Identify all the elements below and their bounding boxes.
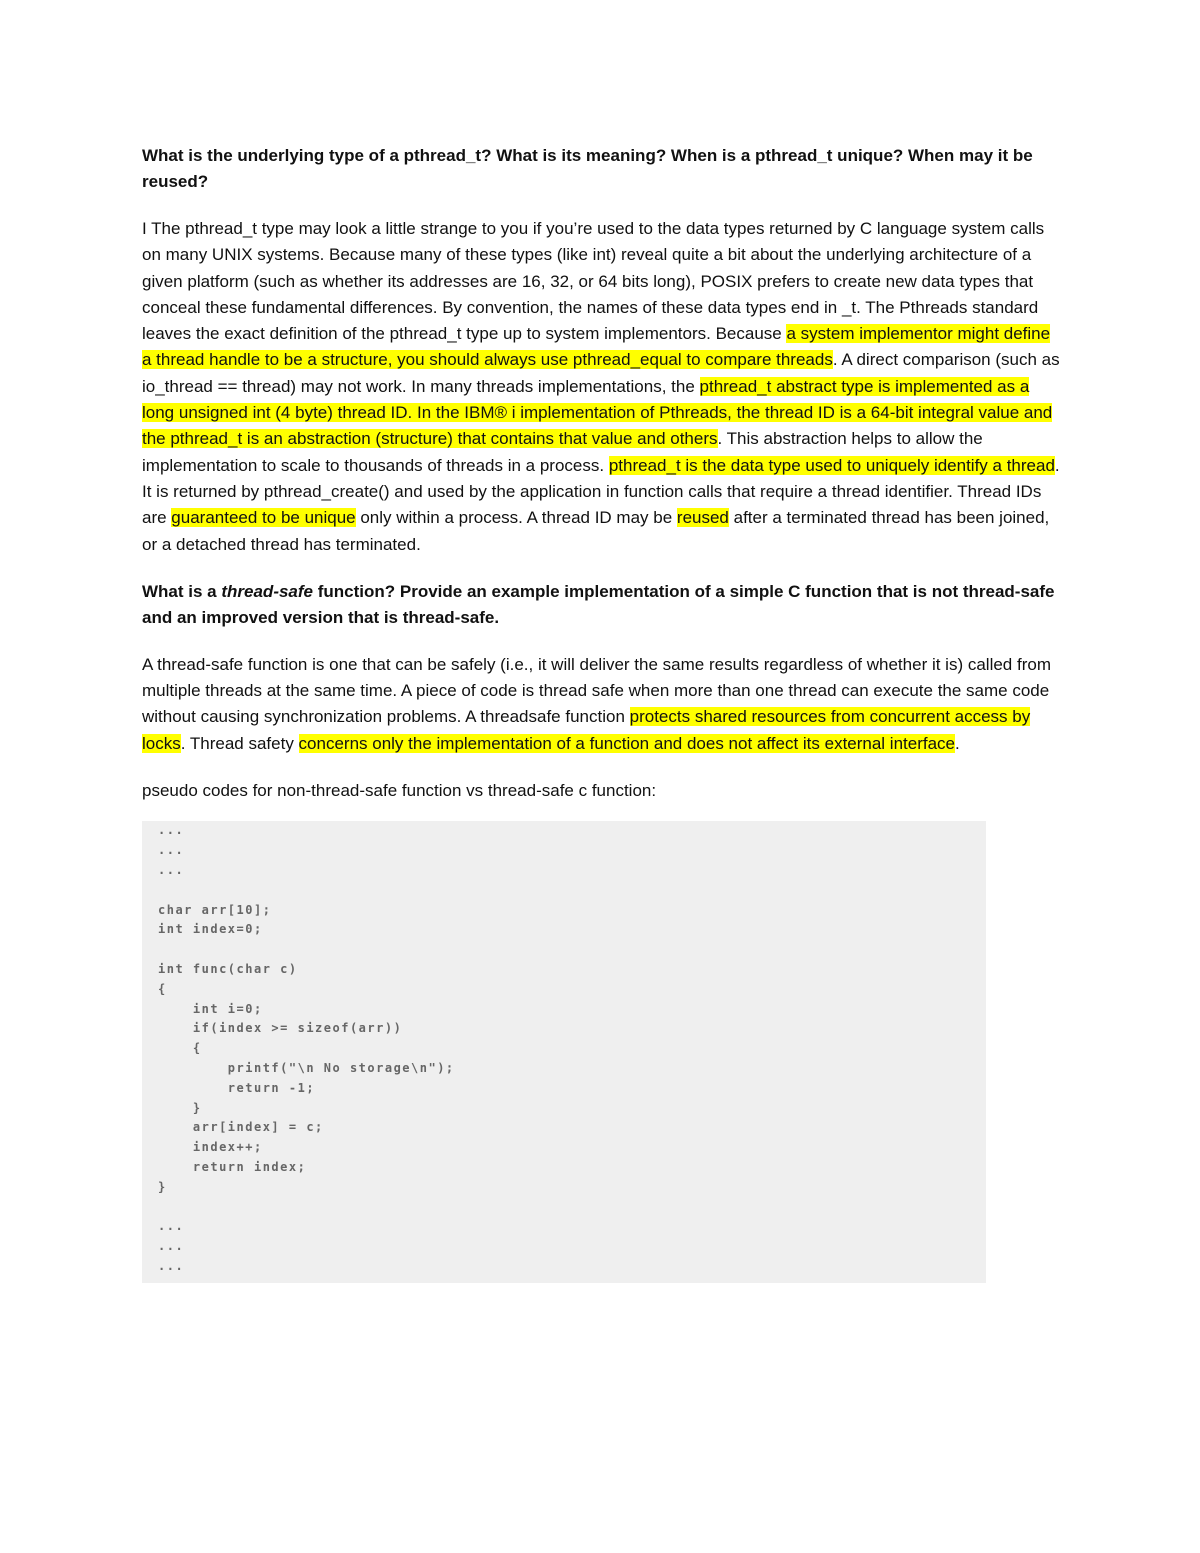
answer-2-text: A thread-safe function is one that can be safely (i.e., it will deliver the same results regardless of whether it is) called from multiple threads at the same time. A piece of code is thread safe when more than one thread can execute the same code without causing synchronization problems. A threadsafe function <box>142 654 1051 727</box>
answer-1-text: after a terminated thread has been joined, or a detached thread has terminated. <box>142 508 1050 554</box>
code-line: ... <box>158 1258 185 1273</box>
question-2-heading <box>142 579 1062 631</box>
code-line: } <box>158 1100 202 1115</box>
question-1-heading: What is the underlying type of a pthread_t? What is its meaning? When is a pthread_t unique? When may it be reused? <box>142 146 1033 191</box>
code-line: printf("\n No storage\n"); <box>158 1060 455 1075</box>
answer-1-text: I The pthread_t type may look a little strange to you if you’re used to the data types returned by C language system calls on many UNIX systems. Because many of these types (like int) reveal quite a bit about the underlying architecture of a given platform (such as whether its addresses are 16, 32, or 64 bits long), POSIX prefers to create new data types that conceal these fundamental differences. By convention, the names of these data types end in _t. The Pthreads standard leaves the exact definition of the pthread_t type up to system implementors. Because <box>142 219 1045 344</box>
answer-1-highlighted-text: reused <box>676 508 729 528</box>
question-2-heading-pre: What is a <box>142 581 222 601</box>
answer-1-paragraph <box>142 216 1062 558</box>
code-line: ... <box>158 1219 185 1234</box>
code-line <box>158 881 986 901</box>
answer-2-text: . <box>955 733 960 753</box>
code-block <box>142 821 986 1283</box>
code-line: ... <box>158 843 185 858</box>
code-line: index++; <box>158 1140 263 1155</box>
answer-1-text: only within a process. A thread ID may be <box>355 508 677 528</box>
code-intro: pseudo codes for non-thread-safe function vs thread-safe c function: <box>142 781 657 801</box>
answer-1-highlighted-text: pthread_t is the data type used to uniquely identify a thread <box>608 455 1055 475</box>
answer-1-highlighted-text: guaranteed to be unique <box>171 508 356 528</box>
answer-1-text: . A direct comparison (such as io_thread == thread) may not work. In many threads implementations, the <box>142 350 1060 396</box>
question-2-heading-emphasis: thread-safe <box>221 581 313 601</box>
code-line: if(index >= sizeof(arr)) <box>158 1021 403 1036</box>
answer-2-paragraph <box>142 652 1062 757</box>
code-line: char arr[10]; <box>158 902 272 917</box>
code-line <box>158 1197 986 1217</box>
question-2-heading-post: function? Provide an example implementation of a simple C function that is not thread-safe and an improved version that is thread-safe. <box>142 581 1055 627</box>
document-page <box>142 143 1062 1283</box>
code-line: return -1; <box>158 1080 316 1095</box>
code-line: { <box>158 981 167 996</box>
code-line: { <box>158 1041 202 1056</box>
answer-1-text: . It is returned by pthread_create() and used by the application in function calls that require a thread identifier. Thread IDs are <box>142 455 1060 528</box>
answer-1-highlighted-text: a system implementor might define a thread handle to be a structure, you should always use pthread_equal to compare threads <box>142 324 1051 370</box>
code-line: int index=0; <box>158 922 263 937</box>
code-line: int func(char c) <box>158 961 298 976</box>
code-line: int i=0; <box>158 1001 263 1016</box>
answer-1-highlighted-text: pthread_t abstract type is implemented as a long unsigned int (4 byte) thread ID. In the IBM® i implementation of Pthreads, the thread ID is a 64-bit integral value and the pthread_t is an abstraction (structure) that contains that value and others <box>142 376 1053 449</box>
code-line: ... <box>158 1239 185 1254</box>
code-line: ... <box>158 862 185 877</box>
code-line: return index; <box>158 1159 307 1174</box>
code-line <box>158 940 986 960</box>
answer-2-highlighted-text: concerns only the implementation of a function and does not affect its external interface <box>298 733 956 753</box>
answer-1-text: . This abstraction helps to allow the implementation to scale to thousands of threads in a process. <box>142 429 983 475</box>
code-line: } <box>158 1179 167 1194</box>
answer-2-text: . Thread safety <box>180 733 299 753</box>
code-line: arr[index] = c; <box>158 1120 324 1135</box>
answer-2-highlighted-text: protects shared resources from concurrent access by locks <box>142 707 1031 753</box>
code-line: ... <box>158 823 185 838</box>
